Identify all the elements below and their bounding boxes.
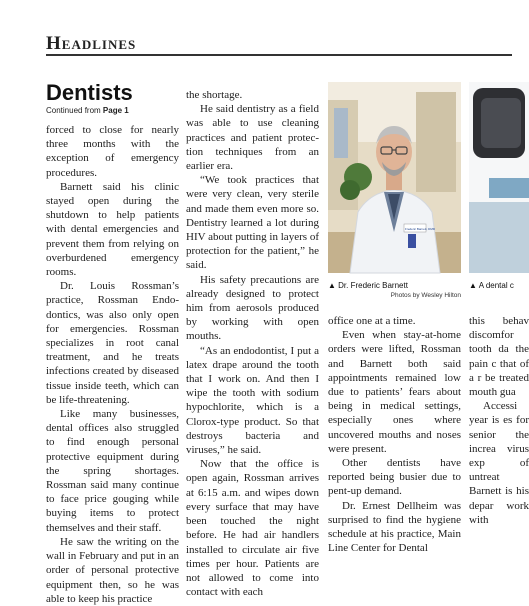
article-column-3 (328, 314, 461, 555)
paragraph: His safety precautions are already designed to protect him from aerosols produced by working with open mouths. (186, 273, 319, 343)
paragraph: He saw the writing on the wall in February and put in an order of personal protective equipment then, so he was able to keep his practice (46, 535, 179, 605)
paragraph: Accessi year is es for senior the increa virus exp of untreat Barnett is his depar work with (469, 400, 529, 526)
continued-line (46, 106, 129, 115)
paragraph: “We took practices that were very clean, very sterile and made them even more so. Dentistry learned a lot during HIV about putting in layers of protection for the patient,” he said. (186, 174, 319, 272)
photo-dr-barnett (328, 82, 461, 273)
paragraph: Dr. Ernest Dellheim was surprised to find the hygiene schedule at his practice, Main Line Center for Dental (328, 499, 461, 555)
photo-caption-barnett: ▲ Dr. Frederic Barnett (328, 281, 408, 290)
dental-equipment-illustration (469, 82, 529, 273)
section-rule (46, 54, 512, 56)
article-column-1 (46, 123, 179, 605)
paragraph: Like many businesses, dental offices also struggled to find enough personal protective equipment during the spring shortages. Rossman said many continue to face price gouging while buying items to protect themselves and their staff. (46, 408, 179, 534)
article-column-4 (469, 314, 529, 526)
paragraph: forced to close for nearly three months with the exception of emergency procedures. (46, 124, 179, 179)
name-badge-text: Frederic Barnett, DMD (405, 227, 436, 231)
photo-caption-dental: ▲ A dental c (469, 281, 514, 290)
photo-credit: Photos by Wesley Hilton (390, 292, 461, 299)
continued-prefix: Continued from (46, 106, 103, 115)
paragraph: Even when stay-at-home orders were lifted, Rossman and Barnett both said appointments remained low due to patients’ fears about being in medical settings, especially ones where uncovered mouths and noses were present. (328, 329, 461, 455)
paragraph: office one at a time. (328, 315, 416, 327)
section-heading: Headlines (46, 33, 137, 54)
paragraph: Now that the office is open again, Rossman arrives at 6:15 a.m. and wipes down every surface that may have been touched the night before. He had air handlers installed to circulate air five times per hour. Patients are not allowed to come into contact with each (186, 458, 319, 599)
paragraph: “As an endodontist, I put a latex drape around the tooth that I work on. And then I wipe the tooth with sodium hypochlorite, which is a Clorox-type product. So that destroys bacteria and viruses,” he said. (186, 344, 319, 457)
paragraph: Dr. Louis Rossman’s practice, Rossman Endodontics, was also only open for emergencies. Rossman specializes in root canal treatment, and he treats infections created by diseased tissue inside teeth, which can be life-threatening. (46, 280, 179, 406)
continued-page-link[interactable]: Page 1 (102, 106, 129, 115)
article-column-2 (186, 88, 319, 599)
paragraph: Other dentists have reported being busier due to pent-up demand. (328, 457, 461, 498)
article-title: Dentists (46, 80, 133, 105)
paragraph: He said dentistry as a field was able to use cleaning practices and patient protection techniques from an earlier era. (186, 103, 319, 173)
portrait-illustration (328, 82, 461, 273)
paragraph: the shortage. (186, 89, 243, 101)
paragraph: Barnett said his clinic stayed open during the shutdown to help patients with dental emergencies and prevent them from relying on overburdened emergency rooms. (46, 180, 179, 279)
paragraph: this behav discomfor tooth da the pain c that of a r be treated mouth gua (469, 315, 529, 399)
photo-dental-chair (469, 82, 529, 273)
